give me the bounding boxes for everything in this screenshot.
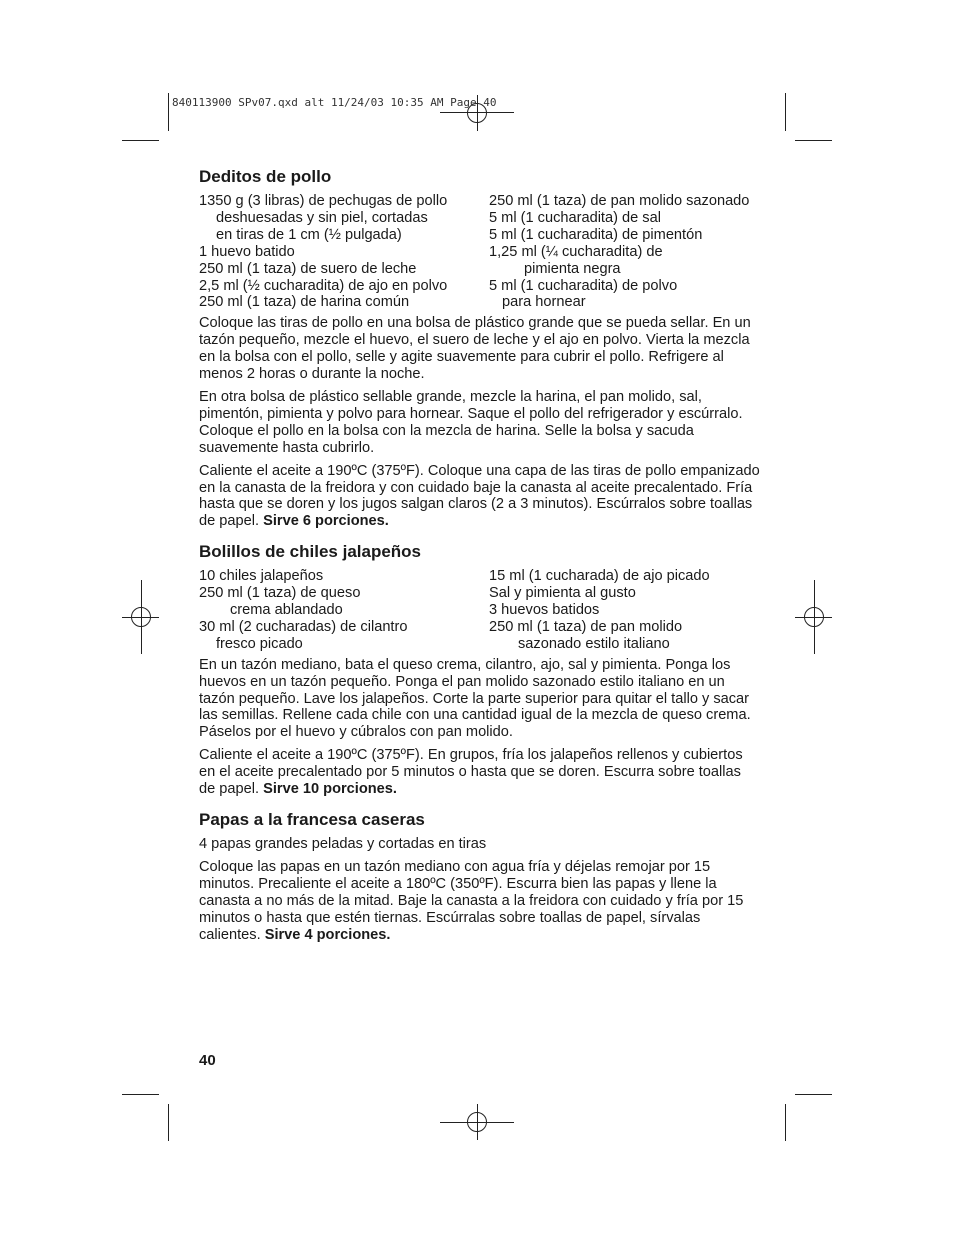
instruction-paragraph: En otra bolsa de plástico sellable grande, mezcle la harina, el pan molido, sal, pimentón, pimienta y polvo para hornear. Saque el pollo del refrigerador y escúrralo. Coloque el pollo en la bolsa con la mezcla de harina. Selle la bolsa y sacuda suavemente hasta cubrirlo. (199, 388, 743, 456)
ingredient-list (199, 193, 761, 311)
recipe-title: Papas a la francesa caseras (199, 810, 425, 829)
ingredient-item: 5 ml (1 cucharadita) de polvo para hornear (489, 277, 678, 311)
page-content (199, 166, 761, 954)
registration-circle (804, 607, 824, 627)
ingredient-item: 250 ml (1 taza) de harina común (199, 294, 410, 311)
recipe-title: Bolillos de chiles jalapeños (199, 542, 422, 562)
crop-mark (795, 1094, 832, 1095)
ingredient-item: 250 ml (1 taza) de pan molido sazonado estilo italiano (489, 618, 683, 652)
ingredient-item: 2,5 ml (½ cucharadita) de ajo en polvo (199, 277, 448, 294)
ingredient-item: 10 chiles jalapeños (199, 568, 324, 585)
ingredient-item: 250 ml (1 taza) de suero de leche (199, 260, 417, 277)
crop-mark (785, 1104, 786, 1141)
instruction-paragraph: Caliente el aceite a 190ºC (375ºF). Coloque una capa de las tiras de pollo empanizado en la canasta de la freidora y con cuidado baje la canasta al aceite precalentado. Fría hasta que se doren y los jugos salgan claros (2 a 3 minutos). Escúrralos sobre toallas de papel. Sirve 6 porciones. (199, 462, 760, 530)
crop-mark (122, 1094, 159, 1095)
ingredient-column-right (471, 193, 761, 311)
ingredient-item: 5 ml (1 cucharadita) de pimentón (489, 226, 703, 243)
crop-mark (168, 93, 169, 131)
ingredient-item: Sal y pimienta al gusto (489, 585, 636, 602)
recipe-bolillos-de-chiles-jalapenos (199, 541, 761, 798)
ingredient-item: 4 papas grandes peladas y cortadas en tiras (199, 836, 487, 852)
registration-circle (467, 1112, 487, 1132)
ingredient-column-left (199, 193, 471, 311)
ingredient-item: 1 huevo batido (199, 243, 295, 260)
ingredient-item: 1350 g (3 libras) de pechugas de pollo deshuesadas y sin piel, cortadas en tiras de 1 cm (½ pulgada) (199, 193, 448, 243)
ingredient-item: 250 ml (1 taza) de queso crema ablandado (199, 585, 361, 619)
registration-circle (131, 607, 151, 627)
crop-mark (795, 140, 832, 141)
instruction-paragraph: Caliente el aceite a 190ºC (375ºF). En grupos, fría los jalapeños rellenos y cubiertos en el aceite precalentado por 5 minutos o hasta que se doren. Escurra sobre toallas de papel. Sirve 10 porciones. (199, 747, 743, 798)
instruction-paragraph: Coloque las tiras de pollo en una bolsa de plástico grande que se pueda sellar. En un tazón pequeño, mezcle el huevo, el suero de leche y el ajo en polvo. Vierta la mezcla en la bolsa con el pollo, selle y agite suavemente para cubrir el pollo. Refrigere al menos 2 horas o durante la noche. (199, 315, 751, 383)
recipe-title: Deditos de pollo (199, 167, 332, 186)
instruction-paragraph: Coloque las papas en un tazón mediano con agua fría y déjelas remojar por 15 minutos. Precaliente el aceite a 180ºC (350ºF). Escurra bien las papas y llene la canasta a no más de la mitad. Baje la canasta a la freidora con cuidado y fría por 15 minutos o hasta que estén tiernas. Escúrralas sobre toallas de papel, sírvalas calientes. Sirve 4 porciones. (199, 858, 744, 943)
servings: Sirve 6 porciones. (263, 513, 389, 530)
ingredient-column-left (199, 568, 471, 653)
ingredient-item: 3 huevos batidos (489, 602, 600, 619)
servings: Sirve 4 porciones. (264, 926, 391, 943)
recipe-deditos-de-pollo (199, 166, 761, 530)
ingredient-item: 1,25 ml (¼ cucharadita) de pimienta negra (489, 243, 663, 277)
crop-mark (122, 140, 159, 141)
crop-mark (168, 1104, 169, 1141)
ingredient-list (199, 568, 761, 653)
servings: Sirve 10 porciones. (263, 781, 397, 798)
instruction-paragraph: En un tazón mediano, bata el queso crema, cilantro, ajo, sal y pimienta. Ponga los huevos en un tazón pequeño. Ponga el pan molido sazonado estilo italiano en un tazón pequeño. Lave los jalapeños. Corte la parte superior para quitar el tallo y sacar las semillas. Rellene cada chile con una cantidad igual de la mezcla de queso crema. Páselos por el huevo y cúbralos con pan molido. (199, 656, 751, 741)
page-number: 40 (199, 1052, 216, 1069)
ingredient-item: 5 ml (1 cucharadita) de sal (489, 209, 661, 226)
ingredient-column-right (471, 568, 761, 653)
crop-mark (785, 93, 786, 131)
ingredient-item: 30 ml (2 cucharadas) de cilantro fresco picado (199, 618, 408, 652)
print-slug: 840113900 SPv07.qxd alt 11/24/03 10:35 AM Page 40 (172, 96, 497, 109)
ingredient-item: 250 ml (1 taza) de pan molido sazonado (489, 193, 750, 209)
recipe-papas-a-la-francesa-caseras (199, 809, 761, 943)
ingredient-item: 15 ml (1 cucharada) de ajo picado (489, 568, 710, 585)
